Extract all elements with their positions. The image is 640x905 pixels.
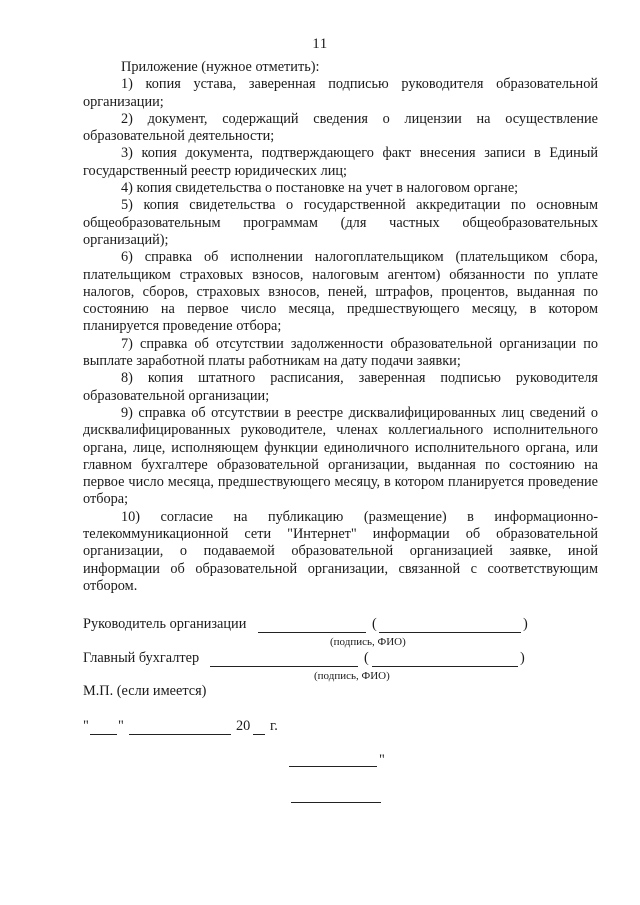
accountant-signature-label: Главный бухгалтер <box>83 650 200 666</box>
date-year-prefix: 20 <box>236 718 251 734</box>
attachment-item-7: 7) справка об отсутствии задолженности образовательной организации по выплате заработной платы работникам на дату подачи заявки; <box>83 335 598 370</box>
accountant-signature-caption: (подпись, ФИО) <box>314 670 390 682</box>
attachment-item-8: 8) копия штатного расписания, заверенная подписью руководителя образовательной организации; <box>83 370 598 404</box>
date-month-blank[interactable] <box>129 734 231 735</box>
head-signature-label: Руководитель организации <box>83 616 247 632</box>
page-number: 11 <box>312 36 328 52</box>
date-year-suffix: г. <box>270 718 278 734</box>
attachment-item-4: 4) копия свидетельства о постановке на учет в налоговом органе; <box>121 180 519 197</box>
date-close-quote: " <box>118 718 124 734</box>
head-signature-caption: (подпись, ФИО) <box>330 636 406 648</box>
accountant-name-close-paren: ) <box>520 650 525 666</box>
head-signature-blank[interactable] <box>258 632 366 633</box>
attachment-item-9: 9) справка об отсутствии в реестре дисквалифицированных лиц сведений о дисквалифицированных руководителе, членах коллегиального исполнительного органа, лице, исполняющем функции единоличного исполнительного органа, или главном бухгалтере образовательной организации, выданная по состоянию на первое число месяца, предшествующего месяцу, в котором планируется проведение отбора; <box>83 404 598 508</box>
head-name-open-paren: ( <box>372 616 377 632</box>
date-day-blank[interactable] <box>90 734 117 735</box>
attachment-item-10: 10) согласие на публикацию (размещение) в информационно-телекоммуникационной сети "Интернет" информации об образовательной организации, о подаваемой образовательной организацией заявке, иной информации об образовательной организации, связанной с соответствующим отбором. <box>83 508 598 594</box>
head-signature-row <box>83 616 246 633</box>
accountant-signature-row <box>83 650 199 667</box>
head-name-blank[interactable] <box>379 632 521 633</box>
attachment-item-6: 6) справка об исполнении налогоплательщиком (плательщиком сбора, плательщиком страховых взносов, налоговым агентом) обязанности по уплате налогов, сборов, страховых взносов, пеней, штрафов, процентов, выданная по состоянию на первое число месяца, предшествующего месяцу, в котором планируется проведение отбора; <box>83 249 598 335</box>
accountant-signature-blank[interactable] <box>210 666 358 667</box>
attachment-item-2: 2) документ, содержащий сведения о лицензии на осуществление образовательной деятельности; <box>83 110 598 145</box>
attachment-item-3: 3) копия документа, подтверждающего факт внесения записи в Единый государственный реестр юридических лиц; <box>83 145 598 179</box>
date-year-blank[interactable] <box>253 734 265 735</box>
closing-quote: " <box>379 752 385 768</box>
closing-separator-line <box>289 766 377 767</box>
end-separator-line <box>291 802 381 803</box>
head-name-close-paren: ) <box>523 616 528 632</box>
seal-note: М.П. (если имеется) <box>83 683 207 699</box>
attachment-item-5: 5) копия свидетельства о государственной аккредитации по основным общеобразовательным программам (для частных общеобразовательных организаций); <box>83 197 598 248</box>
accountant-name-open-paren: ( <box>364 650 369 666</box>
date-open-quote: " <box>83 718 89 734</box>
attachment-item-1: 1) копия устава, заверенная подписью руководителя образовательной организации; <box>83 76 598 110</box>
attachment-list <box>83 59 598 595</box>
accountant-name-blank[interactable] <box>372 666 518 667</box>
attachment-title: Приложение (нужное отметить): <box>121 59 320 75</box>
